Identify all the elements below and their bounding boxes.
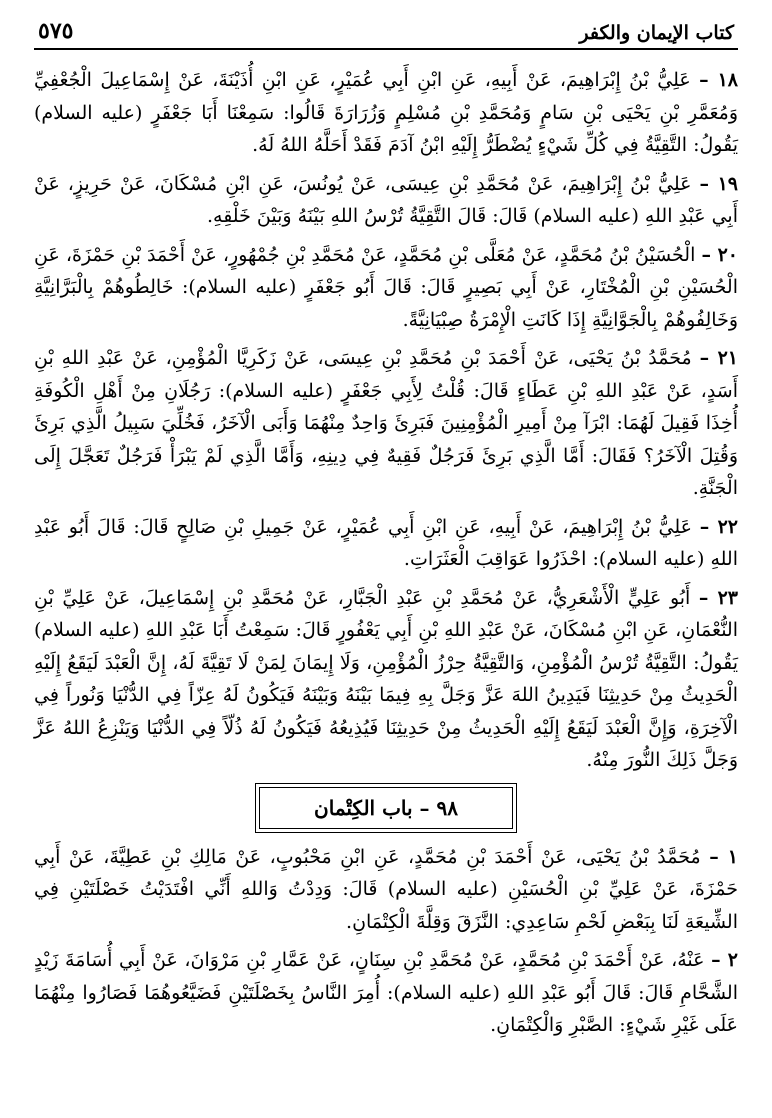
- hadith-text: الْحُسَيْنُ بْنُ مُحَمَّدٍ، عَنْ مُعَلَّى بْنِ مُحَمَّدٍ، عَنْ مُحَمَّدِ بْنِ جُمْهُورٍ، عَنْ أَحْمَدَ بْنِ حَمْزَةَ، عَنِ الْحُسَيْنِ بْنِ الْمُخْتَارِ، عَنْ أَبِي بَصِيرٍ قَالَ: قَالَ أَبُو جَعْفَرٍ (عليه السلام): خَالِطُوهُمْ بِالْبَرَّانِيَّةِ وَخَالِفُوهُمْ بِالْجَوَّانِيَّةِ إِذَا كَانَتِ الْإِمْرَةُ صِبْيَانِيَّةً.: [34, 243, 738, 331]
- hadith-number: ٢٠ –: [701, 243, 738, 266]
- book-title: كتاب الإيمان والكفر: [579, 22, 734, 44]
- hadith-text: عَلِيُّ بْنُ إِبْرَاهِيمَ، عَنْ مُحَمَّدِ بْنِ عِيسَى، عَنْ يُونُسَ، عَنِ ابْنِ مُسْكَانَ، عَنْ حَرِيزٍ، عَنْ أَبِي عَبْدِ اللهِ (عليه السلام) قَالَ: قَالَ التَّقِيَّةُ تُرْسُ اللهِ بَيْنَهُ وَبَيْنَ خَلْقِهِ.: [34, 172, 738, 227]
- hadith-number: ٢ –: [711, 949, 738, 971]
- page-header: [34, 10, 738, 50]
- page-body: [34, 64, 738, 1042]
- hadith-number: ١٩ –: [699, 172, 738, 195]
- hadith-19: [34, 168, 738, 233]
- hadith-number: ١ –: [709, 845, 739, 868]
- hadith-text: عَلِيُّ بْنُ إِبْرَاهِيمَ، عَنْ أَبِيهِ، عَنِ ابْنِ أَبِي عُمَيْرٍ، عَنِ ابْنِ أُذَيْنَةَ، عَنْ إِسْمَاعِيلَ الْجُعْفِيِّ وَمُعَمَّرِ بْنِ يَحْيَى بْنِ سَامٍ وَمُحَمَّدِ بْنِ مُسْلِمٍ وَزُرَارَةَ قَالُوا: سَمِعْنَا أَبَا جَعْفَرٍ (عليه السلام) يَقُولُ: التَّقِيَّةُ فِي كُلِّ شَيْءٍ يُضْطَرُّ إِلَيْهِ ابْنُ آدَمَ فَقَدْ أَحَلَّهُ اللهُ لَهُ.: [34, 69, 738, 156]
- hadith-23: [34, 582, 738, 777]
- hadith-text: مُحَمَّدُ بْنُ يَحْيَى، عَنْ أَحْمَدَ بْنِ مُحَمَّدِ بْنِ عِيسَى، عَنْ زَكَرِيَّا الْمُؤْمِنِ، عَنْ عَبْدِ اللهِ بْنِ أَسَدٍ، عَنْ عَبْدِ اللهِ بْنِ عَطَاءٍ قَالَ: قُلْتُ لِأَبِي جَعْفَرٍ (عليه السلام): رَجُلَانِ مِنْ أَهْلِ الْكُوفَةِ أُخِذَا فَقِيلَ لَهُمَا: ابْرَآ مِنْ أَمِيرِ الْمُؤْمِنِينَ فَبَرِئَ وَاحِدٌ مِنْهُمَا وَأَبَى الْآخَرُ، فَخُلِّيَ سَبِيلُ الَّذِي بَرِئَ وَقُتِلَ الْآخَرُ؟ فَقَالَ: أَمَّا الَّذِي بَرِئَ فَرَجُلٌ فَقِيهٌ فِي دِينِهِ، وَأَمَّا الَّذِي لَمْ يَبْرَأْ فَرَجُلٌ تَعَجَّلَ إِلَى الْجَنَّةِ.: [34, 347, 738, 499]
- hadith-20: [34, 239, 738, 337]
- hadith-number: ٢٢ –: [699, 515, 738, 538]
- chapter-hadith-2: [34, 944, 738, 1042]
- chapter-title: ٩٨ – باب الكِتْمان: [314, 795, 458, 820]
- hadith-text: عَلِيُّ بْنُ إِبْرَاهِيمَ، عَنْ أَبِيهِ، عَنِ ابْنِ أَبِي عُمَيْرٍ، عَنْ جَمِيلِ بْنِ صَالِحٍ قَالَ: قَالَ أَبُو عَبْدِ اللهِ (عليه السلام): احْذَرُوا عَوَاقِبَ الْعَثَرَاتِ.: [34, 515, 738, 570]
- hadith-21: [34, 342, 738, 505]
- page-number: ٥٧٥: [38, 18, 74, 44]
- hadith-22: [34, 511, 738, 576]
- hadith-number: ٢٣ –: [698, 586, 738, 609]
- hadith-text: أَبُو عَلِيٍّ الْأَشْعَرِيُّ، عَنْ مُحَمَّدِ بْنِ عَبْدِ الْجَبَّارِ، عَنْ مُحَمَّدِ بْنِ إِسْمَاعِيلَ، عَنْ عَلِيِّ بْنِ النُّعْمَانِ، عَنِ ابْنِ مُسْكَانَ، عَنْ عَبْدِ اللهِ بْنِ أَبِي يَعْفُورٍ قَالَ: سَمِعْتُ أَبَا عَبْدِ اللهِ (عليه السلام) يَقُولُ: التَّقِيَّةُ تُرْسُ الْمُؤْمِنِ، وَالتَّقِيَّةُ حِرْزُ الْمُؤْمِنِ، وَلَا إِيمَانَ لِمَنْ لَا تَقِيَّةَ لَهُ، إِنَّ الْعَبْدَ لَيَقَعُ إِلَيْهِ الْحَدِيثُ مِنْ حَدِيثِنَا فَيَدِينُ اللهَ عَزَّ وَجَلَّ بِهِ فِيمَا بَيْنَهُ وَبَيْنَهُ فَيَكُونُ لَهُ عِزّاً فِي الدُّنْيَا وَنُوراً فِي الْآخِرَةِ، وَإِنَّ الْعَبْدَ لَيَقَعُ إِلَيْهِ الْحَدِيثُ مِنْ حَدِيثِنَا فَيُذِيعُهُ فَيَكُونُ لَهُ ذُلّاً فِي الدُّنْيَا وَيَنْزِعُ اللهُ عَزَّ وَجَلَّ ذَلِكَ النُّورَ مِنْهُ.: [34, 586, 738, 771]
- hadith-text: عَنْهُ، عَنْ أَحْمَدَ بْنِ مُحَمَّدٍ، عَنْ مُحَمَّدِ بْنِ سِنَانٍ، عَنْ عَمَّارِ بْنِ مَرْوَانَ، عَنْ أَبِي أُسَامَةَ زَيْدٍ الشَّحَّامِ قَالَ: قَالَ أَبُو عَبْدِ اللهِ (عليه السلام): أُمِرَ النَّاسُ بِخَصْلَتَيْنِ فَضَيَّعُوهُمَا فَصَارُوا مِنْهُمَا عَلَى غَيْرِ شَيْءٍ: الصَّبْرِ وَالْكِتْمَانِ.: [34, 949, 738, 1036]
- chapter-hadith-1: [34, 841, 738, 939]
- hadith-18: [34, 64, 738, 162]
- hadith-number: ١٨ –: [699, 69, 738, 91]
- chapter-heading: [259, 787, 513, 829]
- hadith-number: ٢١ –: [699, 347, 738, 369]
- hadith-text: مُحَمَّدُ بْنُ يَحْيَى، عَنْ أَحْمَدَ بْنِ مُحَمَّدٍ، عَنِ ابْنِ مَحْبُوبٍ، عَنْ مَالِكِ بْنِ عَطِيَّةَ، عَنْ أَبِي حَمْزَةَ، عَنْ عَلِيِّ بْنِ الْحُسَيْنِ (عليه السلام) قَالَ: وَدِدْتُ وَاللهِ أَنِّي افْتَدَيْتُ خَصْلَتَيْنِ فِي الشِّيعَةِ لَنَا بِبَعْضِ لَحْمِ سَاعِدِي: النَّزَقَ وَقِلَّةَ الْكِتْمَانِ.: [34, 845, 738, 933]
